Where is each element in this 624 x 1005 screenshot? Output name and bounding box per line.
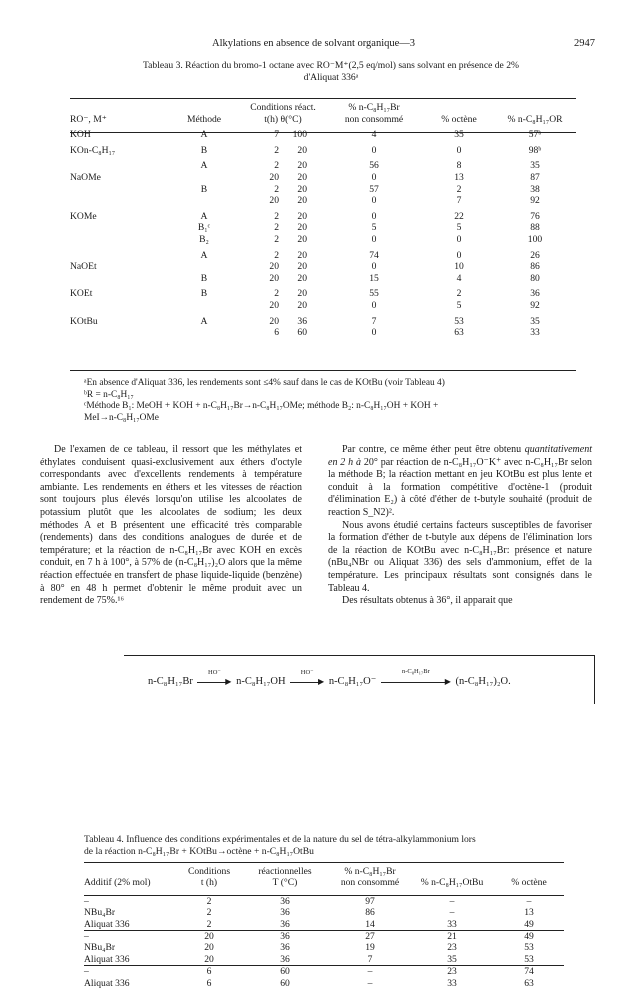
conditions-cell xyxy=(242,327,324,339)
table-row xyxy=(70,172,576,184)
table4-header-row xyxy=(84,866,564,892)
unreacted-cell: 0 xyxy=(371,144,377,156)
table-row xyxy=(84,954,564,966)
time-value: 2 xyxy=(274,249,279,261)
ether-cell: – xyxy=(449,895,455,907)
time-value: 2 xyxy=(274,144,279,156)
conditions-pair xyxy=(259,211,307,223)
unreacted-cell: 0 xyxy=(371,261,377,273)
table3-header-ether: % n-C₈H₁₇OR xyxy=(507,113,563,125)
table-row xyxy=(70,222,576,234)
method-cell: A xyxy=(200,129,208,141)
additive-cell: Aliquat 336 xyxy=(84,977,130,989)
temperature-cell: 60 xyxy=(240,966,330,978)
body-right-p1-b: 20° par réaction de n-C₈H₁₇O⁻K⁺ avec n-C₈H₁₇Br selon la méthode B; la réaction mettant en jeu KOtBu est plus lente et conduit à la formation compétitive d'octène-1 (produit d'élimination E₂) à côté d'éther de t-butyle souhaité (produit de reaction S_N2)². xyxy=(328,456,592,518)
ether-cell: 92 xyxy=(530,299,540,311)
body-right-paragraph-1 xyxy=(328,444,592,520)
octene-cell: 63 xyxy=(524,977,534,989)
temperature-value: 20 xyxy=(297,183,307,195)
unreacted-cell: 0 xyxy=(371,171,377,183)
reagent-cell: NaOMe xyxy=(70,171,101,183)
table3-header-row xyxy=(70,102,576,129)
temperature-value: 20 xyxy=(297,272,307,284)
temperature-value: 20 xyxy=(297,233,307,245)
table4-body xyxy=(84,892,564,989)
table-row xyxy=(70,284,576,300)
table-row xyxy=(70,234,576,246)
conditions-pair xyxy=(259,273,307,285)
time-value: 20 xyxy=(269,195,279,207)
conditions-pair xyxy=(259,327,307,339)
table-row xyxy=(70,129,576,141)
reagent-cell: NaOEt xyxy=(70,261,97,273)
table-row xyxy=(70,156,576,172)
temperature-cell: 60 xyxy=(280,977,290,989)
body-right-p1-italic: quantitativement en 2 h à xyxy=(328,444,592,468)
reagent-cell: KOn-C₈H₁₇ xyxy=(70,144,116,156)
scheme-arrow-2-label: HO⁻ xyxy=(300,668,314,676)
unreacted-cell: 14 xyxy=(365,918,375,930)
octene-cell: 0 xyxy=(456,144,462,156)
scheme-arrow-3: n-C₈H₁₇Br ▶ xyxy=(381,677,451,687)
scheme-arrow-1: HO⁻ ▶ xyxy=(197,677,231,687)
time-cell: 2 xyxy=(206,895,212,907)
page-number: 2947 xyxy=(574,38,595,49)
method-cell: B xyxy=(200,183,208,195)
conditions-pair xyxy=(259,300,307,312)
scheme-species-4: (n-C₈H₁₇)₂O. xyxy=(455,676,511,687)
time-cell: 20 xyxy=(204,953,214,965)
additive-cell: Aliquat 336 xyxy=(84,918,130,930)
table-row xyxy=(70,273,576,285)
conditions-pair xyxy=(259,172,307,184)
octene-cell: – xyxy=(526,895,532,907)
octene-cell: 49 xyxy=(494,931,564,943)
table-row xyxy=(70,184,576,196)
reagent-cell xyxy=(70,327,166,339)
method-cell: B₁ᶜ xyxy=(197,222,211,234)
ether-cell: 92 xyxy=(530,195,540,207)
octene-cell: 2 xyxy=(456,183,462,195)
time-value: 20 xyxy=(269,315,279,327)
time-cell: 20 xyxy=(204,942,214,954)
time-value: 2 xyxy=(274,210,279,222)
reagent-cell xyxy=(70,300,166,312)
additive-cell: – xyxy=(84,931,178,943)
reagent-cell: KOtBu xyxy=(70,315,98,327)
unreacted-cell: 0 xyxy=(371,299,377,311)
table-row xyxy=(84,978,564,989)
octene-cell: 5 xyxy=(456,222,462,234)
unreacted-cell: 7 xyxy=(367,953,373,965)
octene-cell: 74 xyxy=(494,966,564,978)
ether-cell: 36 xyxy=(530,288,540,300)
octene-cell: 13 xyxy=(524,907,534,919)
unreacted-cell: 97 xyxy=(365,895,375,907)
reagent-cell: KOEt xyxy=(70,288,93,300)
temperature-value: 20 xyxy=(297,249,307,261)
table-row xyxy=(70,312,576,328)
unreacted-cell: 0 xyxy=(371,195,377,207)
conditions-cell xyxy=(242,129,324,141)
conditions-cell xyxy=(242,184,324,196)
octene-cell: 5 xyxy=(456,299,462,311)
octene-cell: 63 xyxy=(454,327,464,339)
additive-cell: – xyxy=(84,895,89,907)
unreacted-cell: 74 xyxy=(369,249,379,261)
body-left-column xyxy=(40,444,302,608)
unreacted-cell: 0 xyxy=(371,210,377,222)
additive-cell: NBu₄Br xyxy=(84,942,116,954)
octene-cell: 4 xyxy=(456,272,462,284)
ether-cell: 100 xyxy=(527,233,543,245)
temperature-value: 20 xyxy=(297,288,307,300)
reagent-cell: KOMe xyxy=(70,210,97,222)
temperature-cell: 36 xyxy=(240,931,330,943)
method-cell: A xyxy=(200,315,208,327)
temperature-cell: 36 xyxy=(280,907,290,919)
conditions-pair xyxy=(259,160,307,172)
temperature-value: 20 xyxy=(297,261,307,273)
temperature-value: 20 xyxy=(297,195,307,207)
ether-cell: 86 xyxy=(530,261,540,273)
ether-cell: 35 xyxy=(447,953,457,965)
table3-header-unreacted xyxy=(324,102,424,129)
temperature-cell: 36 xyxy=(280,895,290,907)
scheme-species-3: n-C₈H₁₇O⁻ xyxy=(328,676,377,687)
ether-cell: 33 xyxy=(447,977,457,989)
table3-header-unreacted-l2: non consommé xyxy=(344,113,404,125)
ether-cell: 33 xyxy=(447,918,457,930)
temperature-value: 20 xyxy=(297,144,307,156)
table4-caption-line2: de la réaction n-C₈H₁₇Br + KOtBu→octène + n-C₈H₁₇OtBu xyxy=(84,846,314,857)
table4-header-rule xyxy=(84,895,564,896)
table4-header-additive: Additif (2% mol) xyxy=(84,877,151,889)
table3-header-method: Méthode xyxy=(186,113,222,125)
octene-cell: 2 xyxy=(456,288,462,300)
ether-cell: 76 xyxy=(530,210,540,222)
table4-header-time xyxy=(178,866,240,892)
table-row xyxy=(84,907,564,918)
octene-cell: 53 xyxy=(524,953,534,965)
conditions-pair xyxy=(259,184,307,196)
method-cell xyxy=(166,327,242,339)
conditions-pair xyxy=(259,250,307,262)
unreacted-cell: 55 xyxy=(369,288,379,300)
table3-top-rule xyxy=(70,98,576,99)
footnote-c-cont: MeI→n-C₈H₁₇OMe xyxy=(84,412,159,423)
conditions-cell xyxy=(242,156,324,172)
body-right-paragraph-2: Nous avons étudié certains facteurs susceptibles de favoriser la formation d'éther de t-butyle aux dépens de l'élimination lors de la réaction de KOtBu avec n-C₈H₁₇Br: présence et nature (nBu₄NBr ou Aliquat 336) des sels d'ammonium, effet de la température. Les principaux résultats sont consignés dans le Tableau 4. xyxy=(328,519,592,594)
table-row xyxy=(84,919,564,931)
table3-header-octene: % octène xyxy=(441,113,477,125)
additive-cell: – xyxy=(84,966,178,978)
conditions-pair xyxy=(259,261,307,273)
ether-cell: 87 xyxy=(530,171,540,183)
unreacted-cell: 0 xyxy=(371,233,377,245)
unreacted-cell: – xyxy=(330,966,410,978)
table3-bottom-rule xyxy=(70,370,576,371)
table-row xyxy=(70,141,576,157)
unreacted-cell: 0 xyxy=(371,327,377,339)
footnote-b: ᵇR = n-C₈H₁₇ xyxy=(84,389,134,400)
octene-cell: 49 xyxy=(524,918,534,930)
method-cell: B₂ xyxy=(199,233,209,245)
table3-caption-line2: d'Aliquat 336ᵃ xyxy=(303,72,359,83)
time-value: 20 xyxy=(269,272,279,284)
reagent-cell xyxy=(70,273,166,285)
temperature-value: 20 xyxy=(297,171,307,183)
scheme-arrow-1-label: HO⁻ xyxy=(208,668,221,676)
table4-header-unreacted-l1: % n-C₈H₁₇Br xyxy=(344,866,396,877)
table3-caption xyxy=(84,60,578,84)
octene-cell: 10 xyxy=(454,261,464,273)
conditions-cell xyxy=(242,261,324,273)
ether-cell: 80 xyxy=(530,272,540,284)
method-cell xyxy=(166,261,242,273)
time-cell: 6 xyxy=(206,977,212,989)
table4-caption-line1: Tableau 4. Influence des conditions expérimentales et de la nature du sel de tétra-alkylammonium lors xyxy=(84,834,476,845)
scheme-arrow-2: HO⁻ ▶ xyxy=(290,677,324,687)
additive-cell: NBu₄Br xyxy=(84,907,116,919)
table3-body xyxy=(70,129,576,339)
table3-header-conditions-l1: Conditions réact. xyxy=(250,102,316,113)
table4-top-rule xyxy=(84,862,564,863)
table4-header-temp-l2: T (°C) xyxy=(272,877,298,889)
body-left-paragraph: De l'examen de ce tableau, il ressort que les méthylates et éthylates conduisent quasi-exclusivement aux éthers d'octyle correspondants avec d'excellents rendements à température ambiante. Les rendements en éthers et les vitesses de réaction sont toujours plus élevés lorsqu'on utilise les alcoolates de potassium plutôt que les alcoolates de sodium; les deux méthodes A et B présentent une efficacité très comparable (rendements) dans des conditions analogues de durée et de température; et la réaction de n-C₈H₁₇Br avec KOH en excès conduit, en 7 h à 100°, à 57% de (n-C₈H₁₇)₂O alors que la même réaction effectuée en transfert de phase liquide-liquide (benzène) à 80° en 48 h permet d'obtenir le même produit avec un rendement de 75%.¹⁶ xyxy=(40,444,302,607)
conditions-pair xyxy=(259,222,307,234)
conditions-cell xyxy=(242,172,324,184)
table-row xyxy=(70,195,576,207)
reaction-scheme xyxy=(148,667,511,687)
temperature-cell: 36 xyxy=(280,918,290,930)
temperature-value: 36 xyxy=(297,315,307,327)
table-row xyxy=(70,300,576,312)
unreacted-cell: 15 xyxy=(369,272,379,284)
ether-cell: 33 xyxy=(530,327,540,339)
conditions-cell xyxy=(242,300,324,312)
octene-cell: 13 xyxy=(454,171,464,183)
octene-cell: 35 xyxy=(454,129,464,141)
table-row xyxy=(84,942,564,953)
time-value: 20 xyxy=(269,261,279,273)
scheme-arrow-3-label: n-C₈H₁₇Br xyxy=(402,667,430,675)
conditions-cell xyxy=(242,246,324,262)
reagent-cell: KOH xyxy=(70,129,91,141)
time-value: 2 xyxy=(274,183,279,195)
octene-cell: 8 xyxy=(456,160,462,172)
reagent-cell xyxy=(70,234,166,246)
scheme-species-2: n-C₈H₁₇OH xyxy=(236,676,286,687)
table4-header-ether: % n-C₈H₁₇OtBu xyxy=(420,877,484,889)
unreacted-cell: 19 xyxy=(365,942,375,954)
octene-cell: 7 xyxy=(456,195,462,207)
table-row xyxy=(84,966,564,978)
unreacted-cell: 7 xyxy=(371,315,377,327)
running-head-title: Alkylations en absence de solvant organique—3 xyxy=(212,38,416,49)
time-value: 2 xyxy=(274,233,279,245)
table-row xyxy=(84,931,564,943)
footnote-a: ᵃEn absence d'Aliquat 336, les rendements sont ≤4% sauf dans le cas de KOtBu (voir Tableau 4) xyxy=(84,378,445,388)
table3 xyxy=(70,102,576,339)
ether-cell: 88 xyxy=(530,222,540,234)
table3-caption-line1: Tableau 3. Réaction du bromo-1 octane avec RO⁻M⁺(2,5 eq/mol) sans solvant en présence de 2% xyxy=(142,60,520,71)
time-cell: 6 xyxy=(178,966,240,978)
conditions-cell xyxy=(242,141,324,157)
scheme-species-1: n-C₈H₁₇Br xyxy=(148,676,193,687)
reagent-cell xyxy=(70,184,166,196)
table4-header-time-l2: t (h) xyxy=(200,877,218,889)
method-cell: B xyxy=(200,288,208,300)
body-right-p1-a: Par contre, ce même éther peut être obtenu xyxy=(342,444,525,455)
ether-cell: 38 xyxy=(530,183,540,195)
table3-header-conditions xyxy=(242,102,324,129)
time-value: 7 xyxy=(274,129,279,141)
temperature-value: 20 xyxy=(297,299,307,311)
method-cell: A xyxy=(200,160,208,172)
reagent-cell xyxy=(70,246,166,262)
octene-cell: 0 xyxy=(456,249,462,261)
ether-cell: 98ᵇ xyxy=(528,144,542,156)
unreacted-cell: – xyxy=(367,977,373,989)
unreacted-cell: 5 xyxy=(371,222,377,234)
ether-cell: 23 xyxy=(447,942,457,954)
time-cell: 2 xyxy=(206,907,212,919)
table3-header-reagent: RO⁻, M⁺ xyxy=(70,113,107,125)
method-cell xyxy=(166,195,242,207)
time-cell: 2 xyxy=(206,918,212,930)
conditions-pair xyxy=(259,129,307,141)
table4-header-time-l1: Conditions xyxy=(187,866,231,877)
footnote-c: ᶜMéthode B₁: MeOH + KOH + n-C₈H₁₇Br→n-C₈H₁₇OMe; méthode B₂: n-C₈H₁₇OH + KOH + xyxy=(84,401,439,412)
conditions-cell xyxy=(242,312,324,328)
time-value: 6 xyxy=(274,327,279,339)
additive-cell: Aliquat 336 xyxy=(84,953,130,965)
unreacted-cell: 57 xyxy=(369,183,379,195)
table3-header-unreacted-l1: % n-C₈H₁₇Br xyxy=(348,102,400,113)
octene-cell: 0 xyxy=(456,233,462,245)
reagent-cell xyxy=(70,195,166,207)
conditions-cell xyxy=(242,284,324,300)
time-value: 2 xyxy=(274,288,279,300)
conditions-pair xyxy=(259,195,307,207)
time-value: 20 xyxy=(269,171,279,183)
time-value: 2 xyxy=(274,222,279,234)
table-row xyxy=(70,207,576,223)
temperature-cell: 36 xyxy=(280,942,290,954)
conditions-pair xyxy=(259,145,307,157)
unreacted-cell: 4 xyxy=(371,129,377,141)
unreacted-cell: 27 xyxy=(330,931,410,943)
table4-header-octene: % octène xyxy=(511,877,547,889)
temperature-value: 20 xyxy=(297,222,307,234)
table4-header-unreacted-l2: non consommé xyxy=(340,877,400,889)
table4 xyxy=(84,866,564,989)
octene-cell: 53 xyxy=(524,942,534,954)
temperature-value: 60 xyxy=(297,327,307,339)
ether-cell: 23 xyxy=(410,966,494,978)
conditions-pair xyxy=(259,316,307,328)
method-cell: B xyxy=(200,144,208,156)
time-value: 20 xyxy=(269,299,279,311)
conditions-cell xyxy=(242,207,324,223)
body-right-paragraph-3: Des résultats obtenus à 36°, il apparait que xyxy=(342,595,513,607)
method-cell: A xyxy=(200,210,208,222)
octene-cell: 53 xyxy=(454,315,464,327)
table4-header-temp-l1: réactionnelles xyxy=(258,866,312,877)
ether-cell: 21 xyxy=(410,931,494,943)
ether-cell: 35 xyxy=(530,315,540,327)
body-right-column xyxy=(328,444,592,608)
method-cell xyxy=(166,172,242,184)
table3-footnotes xyxy=(84,378,578,424)
conditions-cell xyxy=(242,234,324,246)
conditions-cell xyxy=(242,195,324,207)
method-cell: A xyxy=(200,249,208,261)
table4-caption xyxy=(84,834,578,858)
table4-header-temp xyxy=(240,866,330,892)
method-cell xyxy=(166,300,242,312)
table4-header-unreacted xyxy=(330,866,410,892)
temperature-value: 20 xyxy=(297,210,307,222)
table-row xyxy=(70,261,576,273)
reagent-cell xyxy=(70,156,166,172)
ether-cell: – xyxy=(449,907,455,919)
temperature-cell: 36 xyxy=(280,953,290,965)
ether-cell: 26 xyxy=(530,249,540,261)
method-cell: B xyxy=(200,272,208,284)
ether-cell: 35 xyxy=(530,160,540,172)
time-value: 2 xyxy=(274,160,279,172)
temperature-value: 100 xyxy=(292,129,307,141)
temperature-value: 20 xyxy=(297,160,307,172)
conditions-pair xyxy=(259,288,307,300)
octene-cell: 22 xyxy=(454,210,464,222)
conditions-cell xyxy=(242,222,324,234)
table-row xyxy=(70,327,576,339)
unreacted-cell: 86 xyxy=(365,907,375,919)
ether-cell: 57ᵇ xyxy=(528,129,542,141)
reagent-cell xyxy=(70,222,166,234)
time-cell: 20 xyxy=(178,931,240,943)
conditions-pair xyxy=(259,234,307,246)
unreacted-cell: 56 xyxy=(369,160,379,172)
table3-header-conditions-l2: t(h) θ(°C) xyxy=(264,113,302,125)
table-row xyxy=(70,246,576,262)
conditions-cell xyxy=(242,273,324,285)
